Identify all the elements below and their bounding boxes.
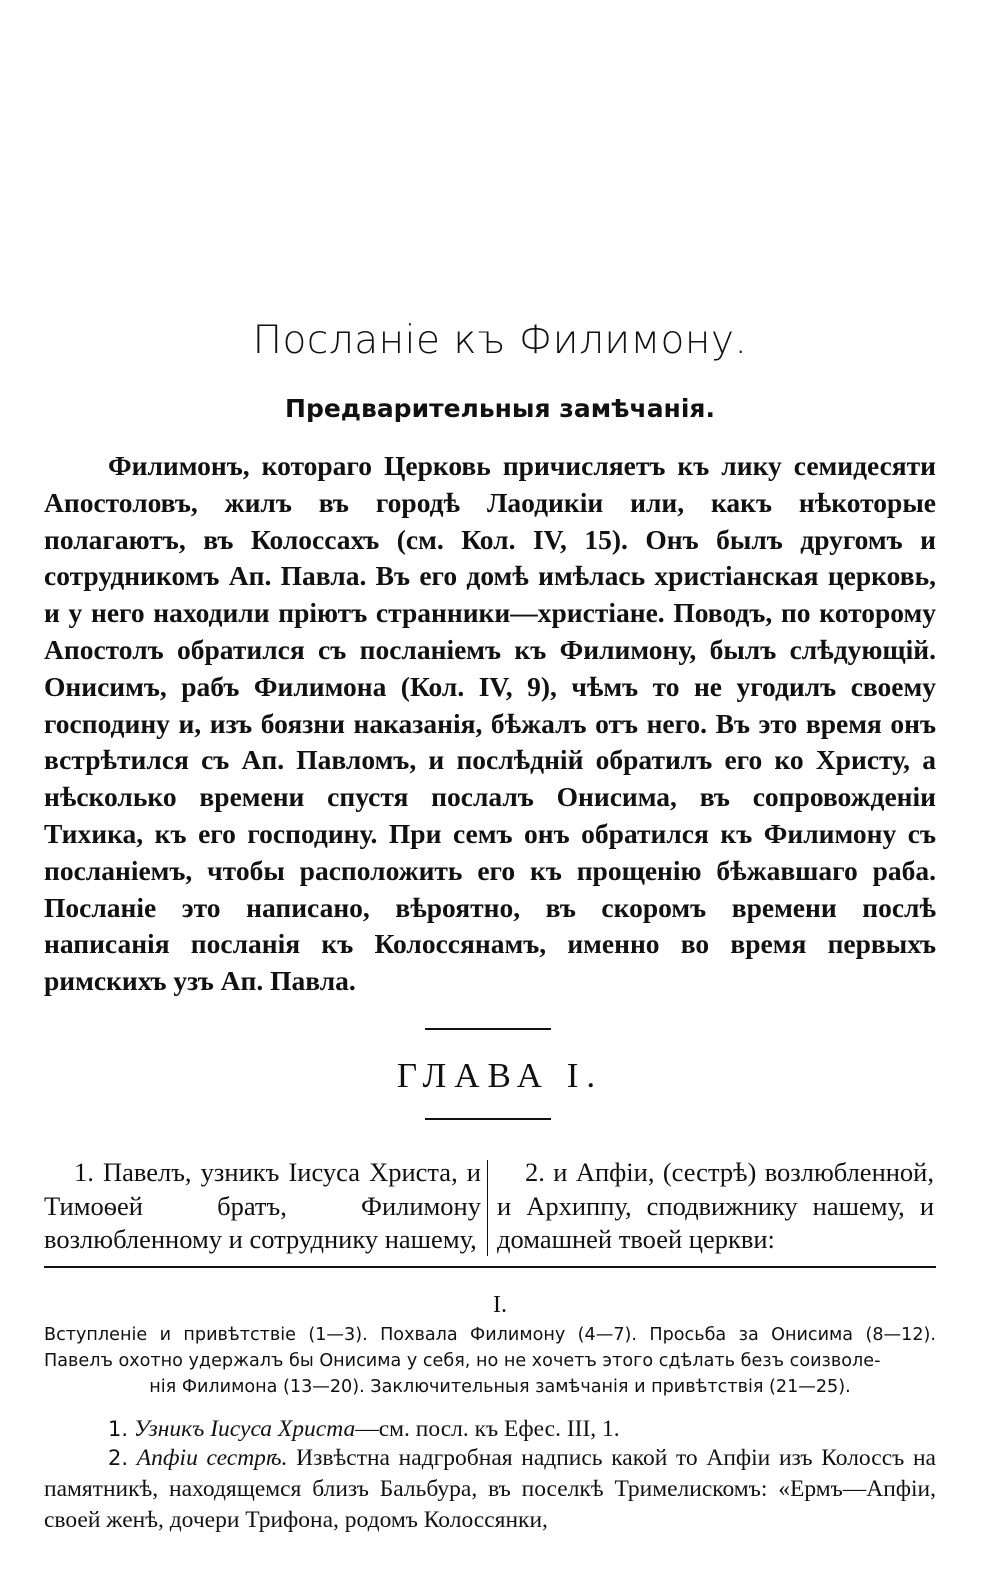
intro-paragraph: Филимонъ, котораго Церковь причисляетъ къ лику семидесяти Апостоловъ, жилъ въ городѣ Лаодикіи или, какъ нѣкоторые полагаютъ, въ Колоссахъ (см. Кол. IV, 15). Онъ былъ другомъ и сотрудникомъ Ап. Павла. Въ его домѣ имѣлась христіанская церковь, и у него находили пріютъ странники—христіане. Поводъ, по которому Апостолъ обратился съ посланіемъ къ Филимону, былъ слѣдующій. Онисимъ, рабъ Филимона (Кол. IV, 9), чѣмъ то не угодилъ своему господину и, изъ боязни наказанія, бѣжалъ отъ него. Въ это время онъ встрѣтился съ Ап. Павломъ, и послѣдній обратилъ его ко Христу, а нѣсколько времени спустя послалъ Онисима, въ сопровожденіи Тихика, къ его господину. При семъ онъ обратился къ Филимону съ посланіемъ, чтобы расположить его къ прощенію бѣжавшаго раба. Посланіе это написано, вѣроятно, въ скоромъ времени послѣ написанія посланія къ Колоссянамъ, именно во время первыхъ римскихъ узъ Ап. Павла. xyxy=(44,450,936,997)
commentary-summary-last-line: нія Филимона (13—20). Заключительныя замѣчанія и привѣтствія (21—25). xyxy=(149,1377,851,1397)
page-subtitle: Предварительныя замѣчанія. xyxy=(285,394,715,423)
verse-column-left: 1. Павелъ, узникъ Іисуса Христа, и Тимоѳей братъ, Филимону возлюбленному и сотруднику нашему, xyxy=(44,1157,481,1254)
page-title: Посланіе къ Филимону. xyxy=(252,318,748,363)
note-heading: Апфіи сестрѣ. xyxy=(136,1445,288,1471)
note-number: 1. xyxy=(108,1417,129,1441)
note-text: —см. посл. къ Ефес. III, 1. xyxy=(355,1416,620,1442)
column-divider xyxy=(487,1160,488,1256)
chapter-heading: ГЛАВА I. xyxy=(396,1056,604,1095)
commentary-section-number: I. xyxy=(493,1292,507,1318)
commentary-separator xyxy=(44,1266,936,1268)
verse-column-right: 2. и Апфіи, (сестрѣ) возлюбленной, и Архиппу, сподвижнику нашему, и домашней твоей церкви: xyxy=(497,1157,934,1254)
note-text: Извѣстна надгробная надпись какой то Апфіи изъ Колоссъ на памятникѣ, находящемся близъ Бальбура, въ поселкѣ Тримелискомъ: «Ермъ—Апфіи, своей женѣ, дочери Трифона, родомъ Колоссянки, xyxy=(44,1445,936,1533)
divider-bottom xyxy=(425,1118,551,1120)
note-number: 2. xyxy=(108,1446,129,1470)
commentary-summary: Вступленіе и привѣтствіе (1—3). Похвала Филимону (4—7). Просьба за Онисима (8—12). Павелъ охотно удержалъ бы Онисима у себя, но не хочетъ этого сдѣлать безъ соизволе- xyxy=(44,1325,936,1371)
note-heading: Узникъ Іисуса Христа xyxy=(133,1416,356,1442)
commentary-note xyxy=(44,1443,936,1536)
commentary-note xyxy=(44,1414,936,1445)
divider-top xyxy=(425,1028,551,1030)
